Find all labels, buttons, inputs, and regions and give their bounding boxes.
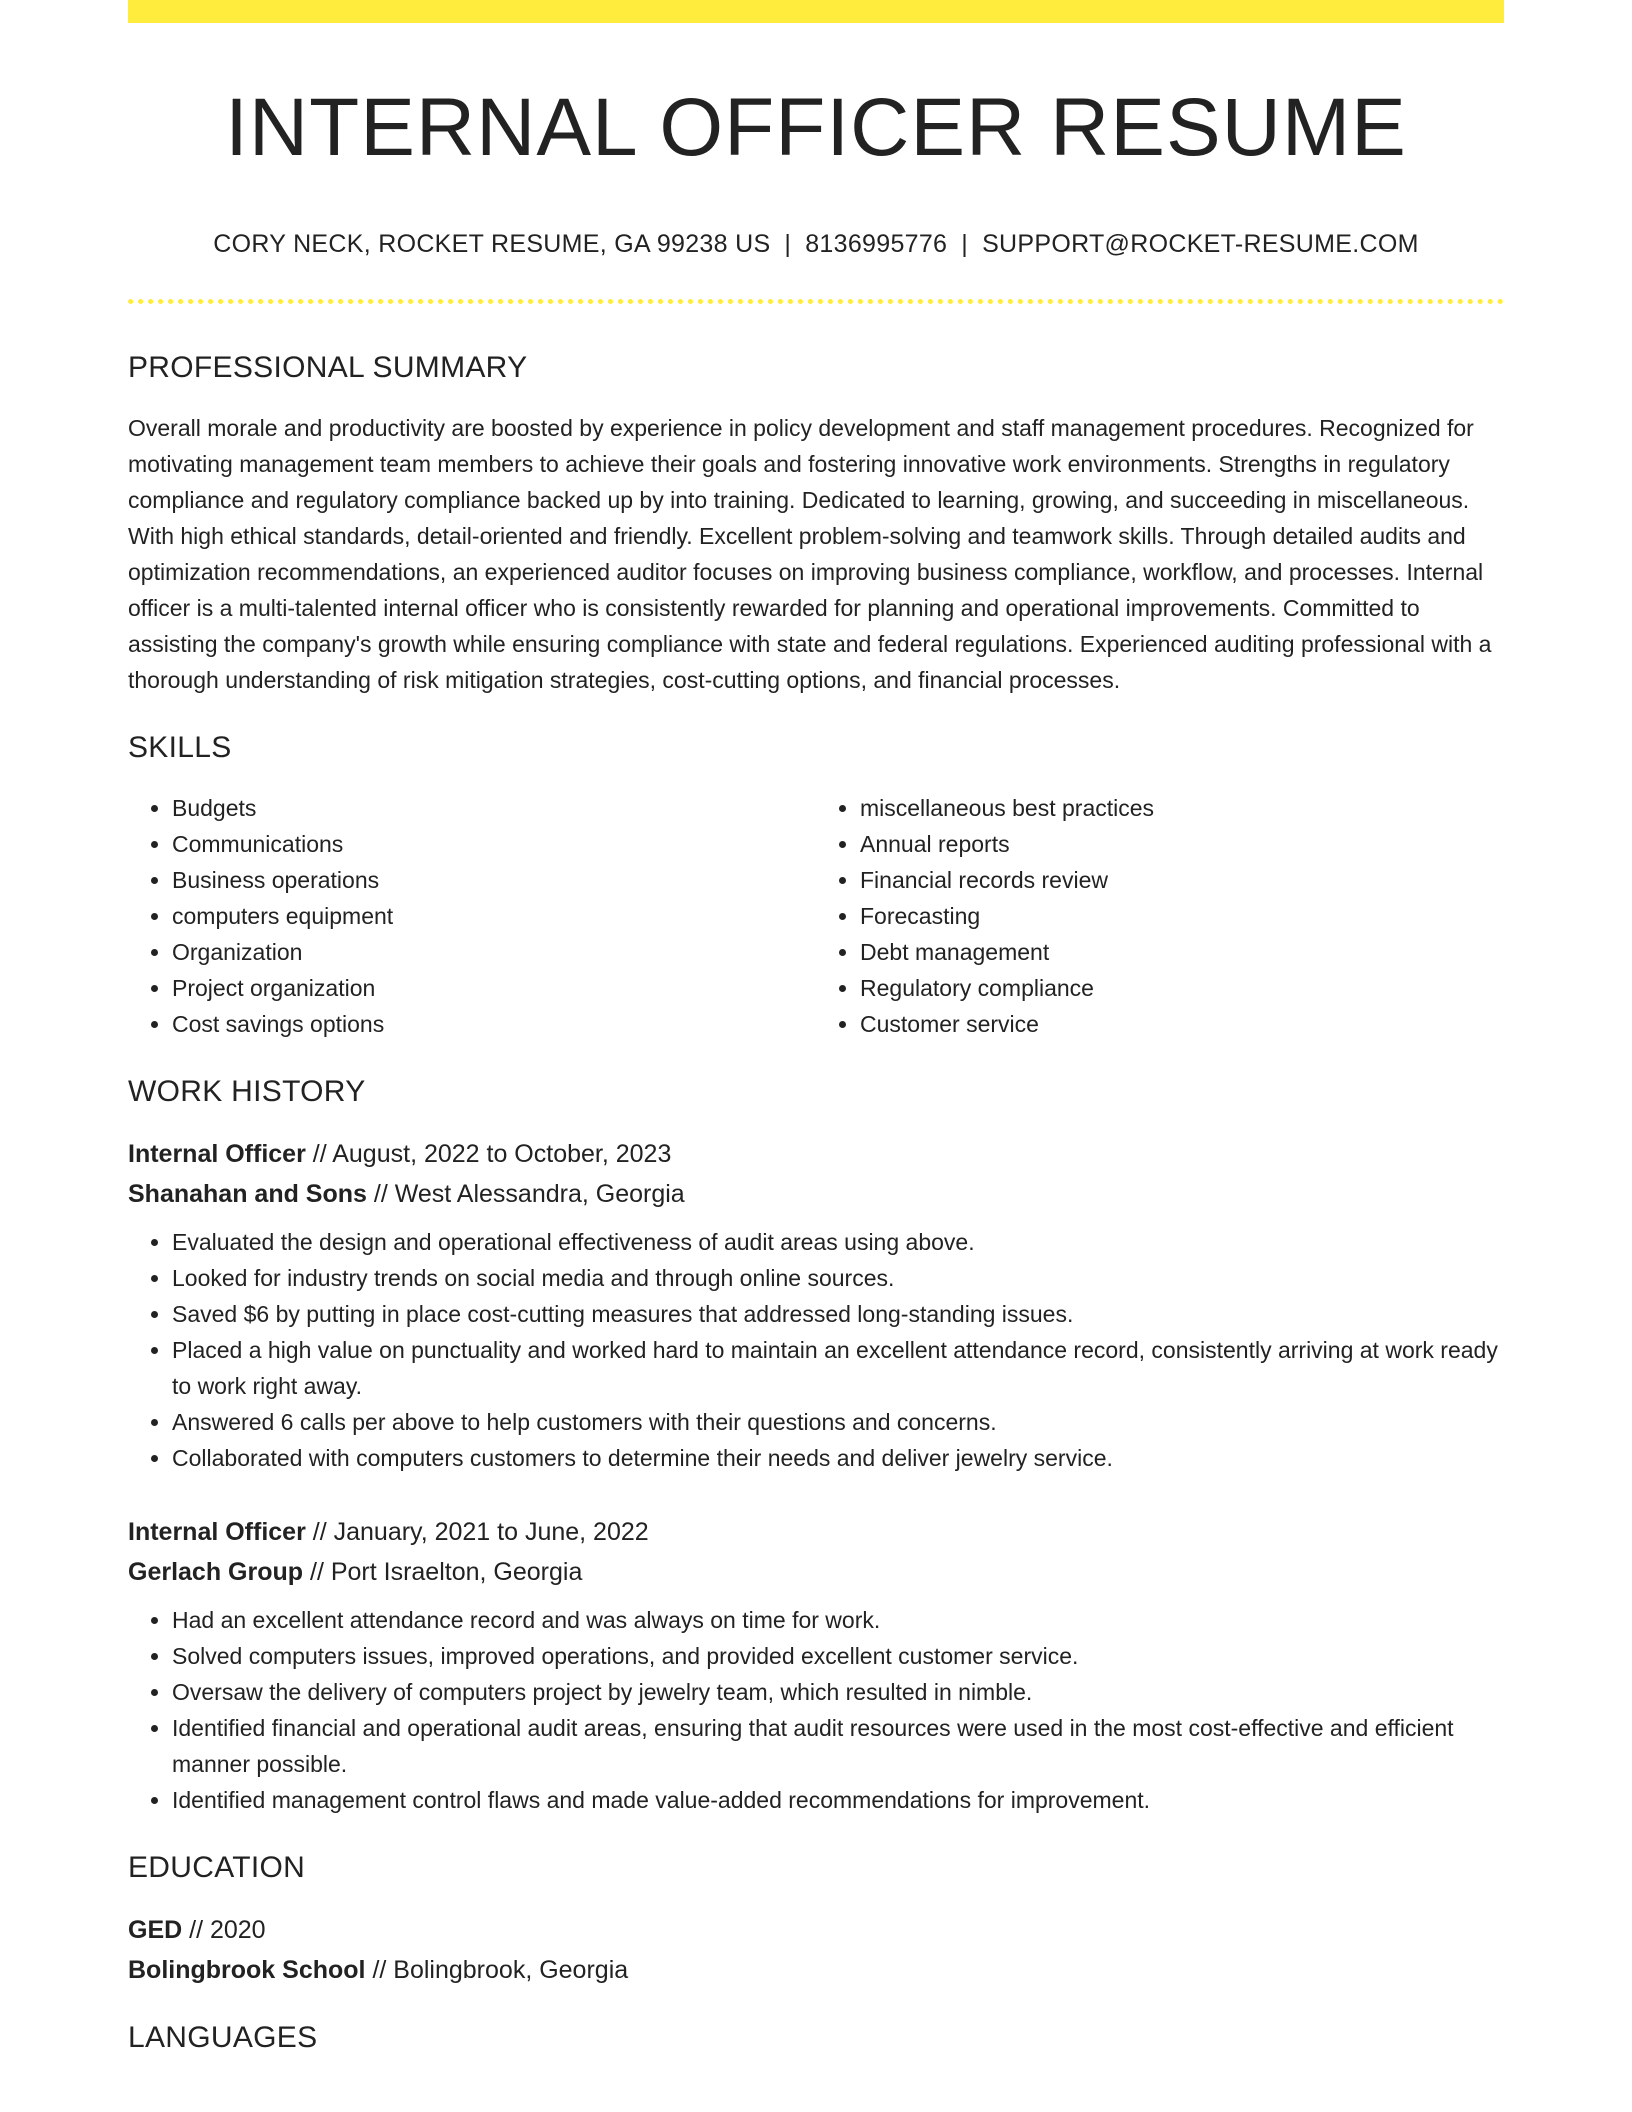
skill-item: • Communications <box>172 826 816 862</box>
list-item: • Identified management control flaws and made value-added recommendations for improvement. <box>172 1782 1504 1818</box>
skills-column-right <box>816 790 1504 1042</box>
list-item: • Oversaw the delivery of computers project by jewelry team, which resulted in nimble. <box>172 1674 1504 1710</box>
contact-address: CORY NECK, ROCKET RESUME, GA 99238 US <box>213 230 771 259</box>
skill-item: • Regulatory compliance <box>860 970 1504 1006</box>
skills-column-left <box>128 790 816 1042</box>
degree-line <box>128 1910 1504 1950</box>
work-history-heading: WORK HISTORY <box>128 1075 366 1109</box>
degree-year: // 2020 <box>182 1916 266 1945</box>
job-title: Internal Officer <box>128 1518 306 1547</box>
skill-item: • Customer service <box>860 1006 1504 1042</box>
skill-item: • Project organization <box>172 970 816 1006</box>
job-entry-1 <box>128 1134 1504 1214</box>
list-item: • Identified financial and operational audit areas, ensuring that audit resources were used in the most cost-effective and efficient manner possible. <box>172 1710 1504 1782</box>
list-item: • Answered 6 calls per above to help customers with their questions and concerns. <box>172 1404 1504 1440</box>
skill-item: • miscellaneous best practices <box>860 790 1504 826</box>
contact-email: SUPPORT@ROCKET-RESUME.COM <box>982 230 1419 259</box>
job-2-bullets <box>128 1602 1504 1818</box>
list-item: • Solved computers issues, improved operations, and provided excellent customer service. <box>172 1638 1504 1674</box>
job-location: // West Alessandra, Georgia <box>366 1180 685 1209</box>
skill-item: • Organization <box>172 934 816 970</box>
job-dates: // August, 2022 to October, 2023 <box>305 1140 672 1169</box>
list-item: • Evaluated the design and operational effectiveness of audit areas using above. <box>172 1224 1504 1260</box>
top-accent-bar <box>128 0 1504 23</box>
job-1-bullets <box>128 1224 1504 1476</box>
contact-separator: | <box>961 230 969 259</box>
skill-item: • Budgets <box>172 790 816 826</box>
job-company: Shanahan and Sons <box>128 1180 367 1209</box>
degree: GED <box>128 1916 183 1945</box>
contact-line <box>128 229 1504 259</box>
job-title-line <box>128 1512 1504 1552</box>
skills-heading: SKILLS <box>128 731 232 765</box>
list-item: • Looked for industry trends on social media and through online sources. <box>172 1260 1504 1296</box>
skill-item: • Forecasting <box>860 898 1504 934</box>
job-title: Internal Officer <box>128 1140 306 1169</box>
school-location: // Bolingbrook, Georgia <box>365 1956 629 1985</box>
list-item: • Saved $6 by putting in place cost-cutting measures that addressed long-standing issues. <box>172 1296 1504 1332</box>
list-item: • Placed a high value on punctuality and worked hard to maintain an excellent attendance record, consistently arriving at work ready to work right away. <box>172 1332 1504 1404</box>
job-title-line <box>128 1134 1504 1174</box>
school-line <box>128 1950 1504 1990</box>
job-entry-2 <box>128 1512 1504 1592</box>
list-item: • Collaborated with computers customers to determine their needs and deliver jewelry service. <box>172 1440 1504 1476</box>
contact-phone: 8136995776 <box>805 230 948 259</box>
skill-item: • Debt management <box>860 934 1504 970</box>
resume-title: INTERNAL OFFICER RESUME <box>225 82 1407 173</box>
languages-heading: LANGUAGES <box>128 2021 318 2055</box>
skill-item: • Annual reports <box>860 826 1504 862</box>
contact-separator: | <box>784 230 792 259</box>
dotted-divider <box>128 299 1504 304</box>
job-company-line <box>128 1552 1504 1592</box>
summary-heading: PROFESSIONAL SUMMARY <box>128 351 528 385</box>
job-company-line <box>128 1174 1504 1214</box>
skills-list <box>128 790 1504 1042</box>
skill-item: • Cost savings options <box>172 1006 816 1042</box>
skill-item: • Business operations <box>172 862 816 898</box>
list-item: • Had an excellent attendance record and was always on time for work. <box>172 1602 1504 1638</box>
education-heading: EDUCATION <box>128 1851 306 1885</box>
job-company: Gerlach Group <box>128 1558 304 1587</box>
resume-page <box>128 0 1504 2056</box>
school-name: Bolingbrook School <box>128 1956 366 1985</box>
job-dates: // January, 2021 to June, 2022 <box>305 1518 649 1547</box>
education-entry <box>128 1910 1504 1990</box>
summary-text: Overall morale and productivity are boosted by experience in policy development and staff management procedures. Recognized for motivating management team members to achieve their goals and fostering innovative work environments. Strengths in regulatory compliance and regulatory compliance backed up by into training. Dedicated to learning, growing, and succeeding in miscellaneous. With high ethical standards, detail-oriented and friendly. Excellent problem-solving and teamwork skills. Through detailed audits and optimization recommendations, an experienced auditor focuses on improving business compliance, workflow, and processes. Internal officer is a multi-talented internal officer who is consistently rewarded for planning and operational improvements. Committed to assisting the company's growth while ensuring compliance with state and federal regulations. Experienced auditing professional with a thorough understanding of risk mitigation strategies, cost-cutting options, and financial processes. <box>128 415 1492 694</box>
skill-item: • Financial records review <box>860 862 1504 898</box>
job-location: // Port Israelton, Georgia <box>303 1558 583 1587</box>
skill-item: • computers equipment <box>172 898 816 934</box>
